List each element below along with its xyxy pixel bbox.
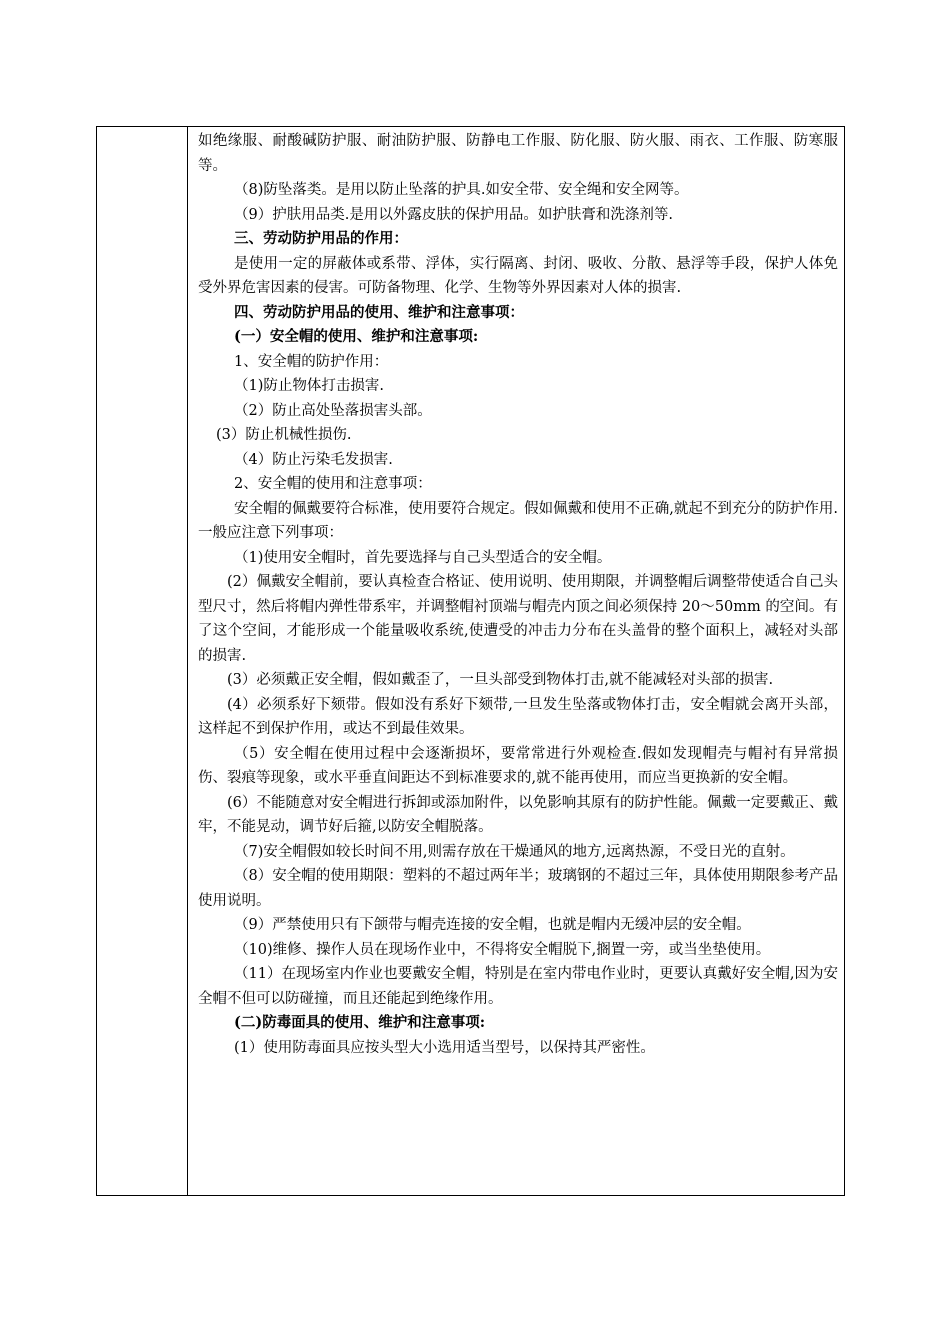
paragraph: (2）佩戴安全帽前，要认真检查合格证、使用说明、使用期限，并调整帽后调整带使适合自己头型尺寸，然后将帽内弹性带系牢，并调整帽衬顶端与帽壳内顶之间必须保持 20～50mm 的空间。有了这个空间，才能形成一个能量吸收系统,使遭受的冲击力分布在头盖骨的整个面积上，减轻对头部的损害. <box>198 574 838 664</box>
paragraph: (二)防毒面具的使用、维护和注意事项: <box>234 1014 486 1031</box>
paragraph: (3）防止机械性损伤. <box>216 427 352 443</box>
paragraph: （7)安全帽假如较长时间不用,则需存放在干燥通风的地方,远离热源，不受日光的直射。 <box>234 843 795 860</box>
paragraph: 安全帽的佩戴要符合标准，使用要符合规定。假如佩戴和使用不正确,就起不到充分的防护作用.一般应注意下列事项： <box>198 500 838 541</box>
paragraph: 是使用一定的屏蔽体或系带、浮体，实行隔离、封闭、吸收、分散、悬浮等手段，保护人体免受外界危害因素的侵害。可防备物理、化学、生物等外界因素对人体的损害. <box>198 255 838 296</box>
paragraph: （1)防止物体打击损害. <box>234 378 384 394</box>
paragraph: 1、安全帽的防护作用： <box>234 353 389 370</box>
table-content-cell <box>198 129 838 1060</box>
paragraph: 三、劳动防护用品的作用： <box>234 230 408 247</box>
paragraph: （10)维修、操作人员在现场作业中，不得将安全帽脱下,搁置一旁，或当坐垫使用。 <box>234 941 771 958</box>
paragraph: （9）严禁使用只有下颌带与帽壳连接的安全帽，也就是帽内无缓冲层的安全帽。 <box>234 917 751 933</box>
paragraph: 如绝缘服、耐酸碱防护服、耐油防护服、防静电工作服、防化服、防火服、雨衣、工作服、防寒服等。 <box>198 133 838 174</box>
paragraph: (4）必须系好下颏带。假如没有系好下颏带,一旦发生坠落或物体打击，安全帽就会离开头部，这样起不到保护作用，或达不到最佳效果。 <box>198 696 838 737</box>
paragraph: （11）在现场室内作业也要戴安全帽，特别是在室内带电作业时，更要认真戴好安全帽,因为安全帽不但可以防碰撞，而且还能起到绝缘作用。 <box>198 966 838 1007</box>
paragraph: 四、劳动防护用品的使用、维护和注意事项： <box>234 303 524 321</box>
paragraph: （4）防止污染毛发损害. <box>234 451 393 468</box>
paragraph: (6）不能随意对安全帽进行拆卸或添加附件，以免影响其原有的防护性能。佩戴一定要戴正、戴牢，不能晃动，调节好后箍,以防安全帽脱落。 <box>198 794 838 835</box>
paragraph: （8)防坠落类。是用以防止坠落的护具.如安全带、安全绳和安全网等。 <box>234 182 689 198</box>
paragraph: （1)使用安全帽时，首先要选择与自己头型适合的安全帽。 <box>234 549 612 566</box>
paragraph: (3）必须戴正安全帽，假如戴歪了，一旦头部受到物体打击,就不能减轻对头部的损害. <box>227 672 774 688</box>
paragraph: （8）安全帽的使用期限：塑料的不超过两年半；玻璃钢的不超过三年，具体使用期限参考产品使用说明。 <box>198 868 838 909</box>
paragraph: (1）使用防毒面具应按头型大小选用适当型号，以保持其严密性。 <box>234 1039 655 1056</box>
paragraph: 2、安全帽的使用和注意事项： <box>234 476 432 492</box>
paragraph: （2）防止高处坠落损害头部。 <box>234 402 432 419</box>
table-left-cell <box>97 127 188 1195</box>
paragraph: （9）护肤用品类.是用以外露皮肤的保护用品。如护肤膏和洗涤剂等. <box>234 206 673 223</box>
paragraph: (一）安全帽的使用、维护和注意事项: <box>234 328 479 345</box>
document-table <box>96 126 845 1196</box>
paragraph: （5）安全帽在使用过程中会逐渐损坏，要常常进行外观检查.假如发现帽壳与帽衬有异常损伤、裂痕等现象，或水平垂直间距达不到标准要求的,就不能再使用，而应当更换新的安全帽。 <box>198 745 838 786</box>
